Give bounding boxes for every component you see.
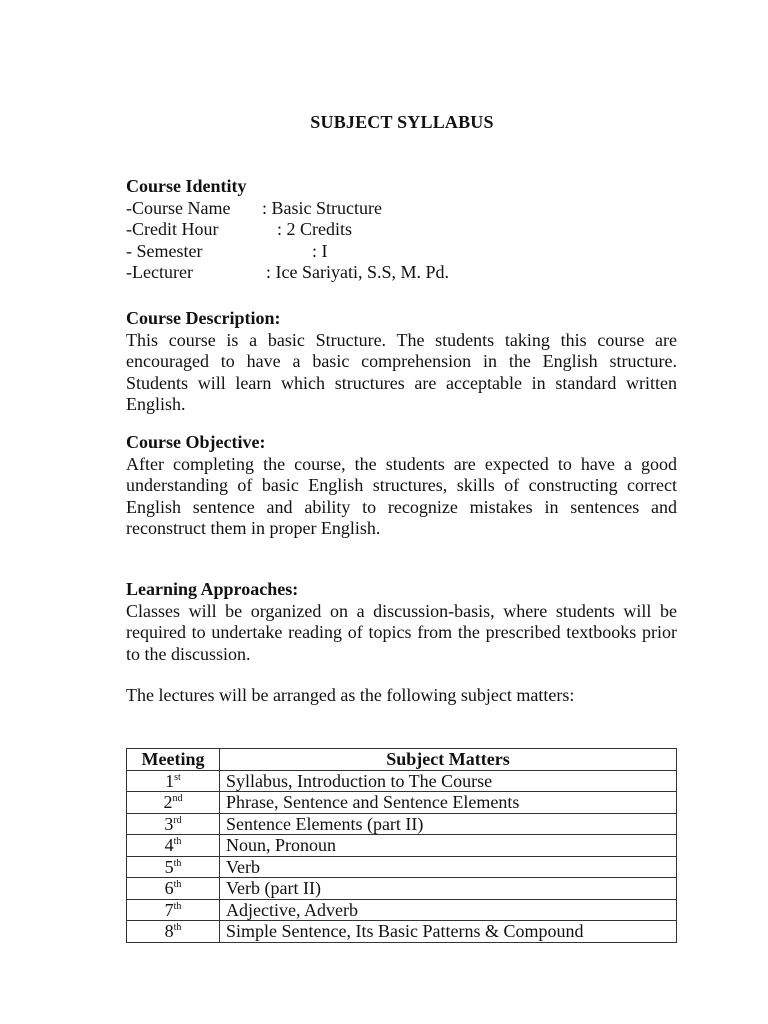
- identity-value: : 2 Credits: [277, 219, 352, 239]
- table-row: [127, 813, 677, 835]
- meeting-number: [127, 813, 220, 835]
- meeting-number: [127, 878, 220, 900]
- table-row: [127, 835, 677, 857]
- course-description-text: This course is a basic Structure. The students taking this course are encouraged to have a basic comprehension in the English structure. Students will learn which structures are acceptable in standard written English.: [126, 329, 677, 414]
- identity-value: : Ice Sariyati, S.S, M. Pd.: [266, 262, 449, 282]
- ordinal-suffix: th: [173, 836, 182, 848]
- lectures-intro-text: The lectures will be arranged as the following subject matters:: [126, 685, 575, 705]
- identity-label: -Lecturer: [126, 262, 193, 282]
- course-objective-text: After completing the course, the students are expected to have a good understanding of basic English structures, skills of constructing correct English sentence and ability to recognize mistakes in sentences and reconstruct them in proper English.: [126, 453, 677, 538]
- ordinal-suffix: th: [173, 857, 182, 869]
- course-identity-heading: Course Identity: [126, 176, 247, 196]
- subject-matter: Adjective, Adverb: [220, 899, 677, 921]
- ordinal-suffix: th: [173, 922, 182, 934]
- meeting-number: [127, 856, 220, 878]
- course-objective-heading: Course Objective:: [126, 432, 266, 452]
- table-header-row: [127, 749, 677, 771]
- meeting-number: [127, 770, 220, 792]
- identity-value: : I: [312, 240, 328, 261]
- meeting-header: Meeting: [127, 749, 220, 771]
- ordinal-suffix: st: [174, 771, 181, 783]
- meeting-number: [127, 792, 220, 814]
- subject-matter: Verb: [220, 856, 677, 878]
- ordinal-suffix: nd: [172, 793, 183, 805]
- ordinal-suffix: th: [173, 900, 182, 912]
- identity-value: : Basic Structure: [262, 197, 382, 218]
- meeting-num: 2: [163, 792, 173, 813]
- subject-matter: Simple Sentence, Its Basic Patterns & Compound: [220, 921, 677, 943]
- identity-row-semester: [126, 241, 677, 263]
- subject-matters-table: [126, 748, 677, 943]
- meeting-num: 8: [164, 921, 174, 942]
- course-description-heading: Course Description:: [126, 308, 281, 328]
- document-title: SUBJECT SYLLABUS: [310, 112, 494, 132]
- subject-matter: Syllabus, Introduction to The Course: [220, 770, 677, 792]
- identity-label: -Course Name: [126, 197, 231, 218]
- identity-label: - Semester: [126, 240, 203, 261]
- learning-approaches-text: Classes will be organized on a discussion-basis, where students will be required to undertake reading of topics from the prescribed textbooks prior to the discussion.: [126, 600, 677, 664]
- meeting-num: 5: [164, 856, 174, 877]
- table-row: [127, 770, 677, 792]
- ordinal-suffix: th: [173, 879, 182, 891]
- subject-header: Subject Matters: [220, 749, 677, 771]
- meeting-number: [127, 921, 220, 943]
- meeting-number: [127, 899, 220, 921]
- meeting-num: 6: [164, 878, 174, 899]
- identity-row-credit-hour: [126, 219, 677, 241]
- ordinal-suffix: rd: [173, 814, 182, 826]
- learning-approaches-heading: Learning Approaches:: [126, 579, 299, 599]
- subject-matter: Phrase, Sentence and Sentence Elements: [220, 792, 677, 814]
- meeting-num: 7: [164, 899, 174, 920]
- subject-matter: Sentence Elements (part II): [220, 813, 677, 835]
- identity-row-course-name: [126, 198, 677, 220]
- table-row: [127, 899, 677, 921]
- subject-matter: Noun, Pronoun: [220, 835, 677, 857]
- meeting-num: 3: [164, 813, 174, 834]
- course-objective-section: [126, 432, 677, 540]
- identity-row-lecturer: [126, 262, 677, 284]
- course-description-section: [126, 308, 677, 416]
- meeting-number: [127, 835, 220, 857]
- meeting-num: 4: [164, 835, 174, 856]
- subject-matter: Verb (part II): [220, 878, 677, 900]
- meeting-num: 1: [165, 770, 175, 791]
- table-row: [127, 921, 677, 943]
- identity-label: -Credit Hour: [126, 219, 219, 239]
- table-row: [127, 792, 677, 814]
- learning-approaches-section: [126, 579, 677, 665]
- table-row: [127, 856, 677, 878]
- course-identity-section: [126, 176, 677, 284]
- lectures-intro: [126, 685, 616, 707]
- table-row: [127, 878, 677, 900]
